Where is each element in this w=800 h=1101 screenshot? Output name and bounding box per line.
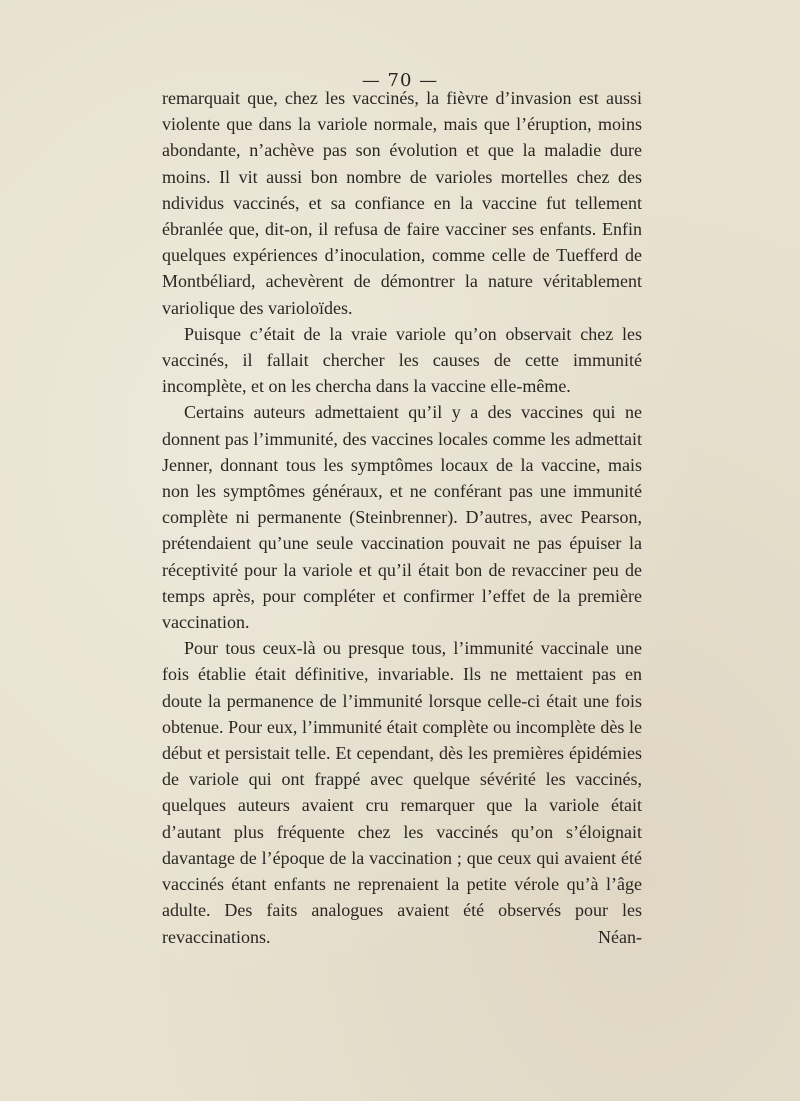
paragraph-3: Certains auteurs admettaient qu’il y a des vaccines qui ne donnent pas l’immunité, des vaccines locales comme les admettait Jenner, donnant tous les symptômes locaux de la vaccine, mais non les symptômes généraux, et ne conférant pas une immunité complète ni permanente (Steinbrenner). D’autres, avec Pearson, prétendaient qu’une seule vaccination pouvait ne pas épuiser la réceptivité pour la variole et qu’il était bon de revacciner peu de temps après, pour compléter et confirmer l’effet de la première vaccination. [162, 402, 642, 633]
body-text [162, 85, 642, 950]
paragraph-1: remarquait que, chez les vaccinés, la fièvre d’invasion est aussi violente que dans la variole normale, mais que l’éruption, moins abondante, n’achève pas son évolution et que la maladie dure moins. Il vit aussi bon nombre de varioles mortelles chez des ndividus vaccinés, et sa confiance en la vaccine fut tellement ébranlée que, dit-on, il refusa de faire vacciner ses enfants. Enfin quelques expériences d’inoculation, comme celle de Tuefferd de Montbéliard, achevèrent de démontrer la nature véritablement variolique des varioloïdes. [162, 88, 642, 318]
paragraph-2: Puisque c’était de la vraie variole qu’on observait chez les vaccinés, il fallait chercher les causes de cette immunité incomplète, et on les chercha dans la vaccine elle-même. [162, 323, 642, 397]
paragraph-4: Pour tous ceux-là ou presque tous, l’immunité vaccinale une fois établie était définitive, invariable. Ils ne mettaient pas en doute la permanence de l’immunité lorsque celle-ci était une fois obtenue. Pour eux, l’immunité était complète ou incomplète dès le début et persistait telle. Et cependant, dès les premières épidémies de variole qui ont frappé avec quelque sévérité les vaccinés, quelques auteurs avaient cru remarquer que la variole était d’autant plus fréquente chez les vaccinés qu’on s’éloignait davantage de l’époque de la vaccination ; que ceux qui avaient été vaccinés étant enfants ne reprenaient la petite vérole qu’à l’âge adulte. Des faits analogues avaient été observés pour les revaccinations. Néan- [162, 638, 642, 947]
page-number: — 70 — [361, 70, 439, 91]
